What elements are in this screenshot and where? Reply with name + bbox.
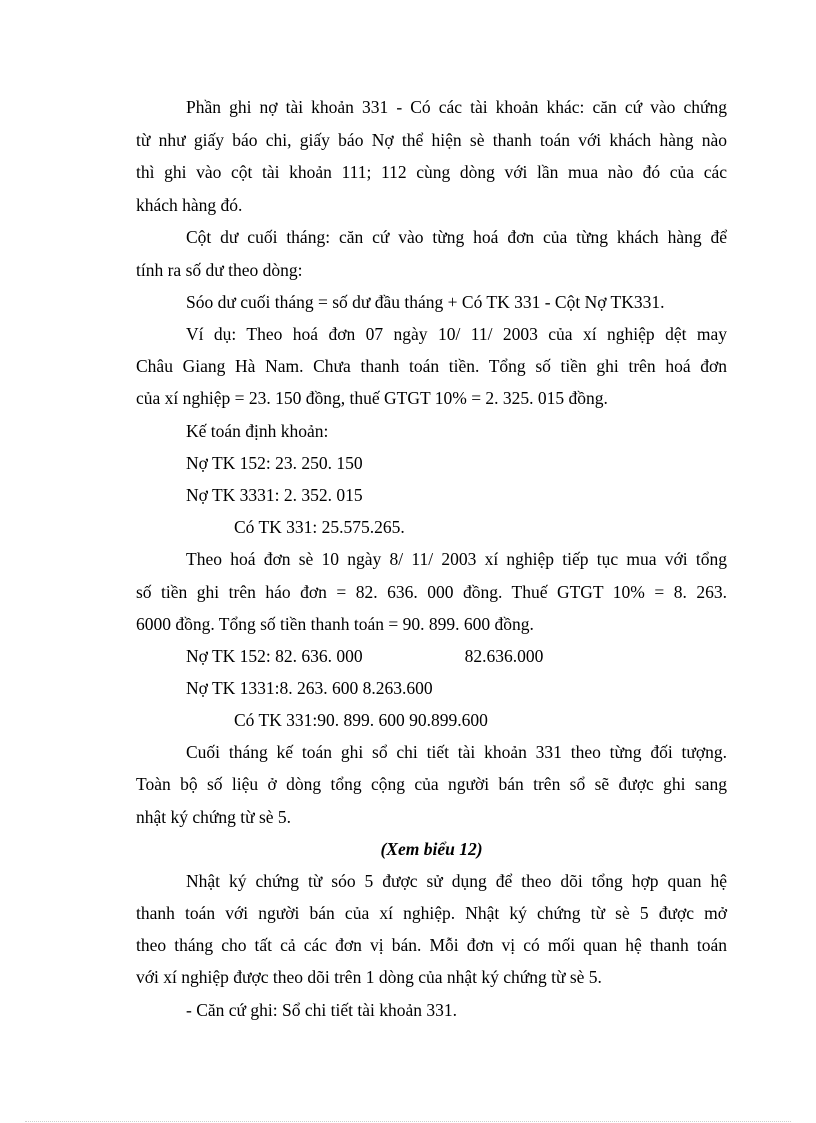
- list-item: - Căn cứ ghi: Sổ chi tiết tài khoản 331.: [186, 1000, 457, 1020]
- paragraph-line: 6000 đồng. Tổng số tiền thanh toán = 90. 899. 600 đồng.: [136, 614, 534, 634]
- entry-debit: Nợ TK 1331:8. 263. 600 8.263.600: [186, 678, 433, 698]
- entry-credit: Có TK 331: 25.575.265.: [234, 517, 405, 537]
- entry-debit-text: Nợ TK 152: 82. 636. 000: [186, 646, 363, 666]
- paragraph-line: Cột dư cuối tháng: căn cứ vào từng hoá đơn của từng khách hàng để: [186, 227, 727, 247]
- paragraph-line: thanh toán với người bán của xí nghiệp. Nhật ký chứng từ sè 5 được mở: [136, 903, 727, 923]
- paragraph-line: Châu Giang Hà Nam. Chưa thanh toán tiền. Tổng số tiền ghi trên hoá đơn: [136, 356, 727, 376]
- paragraph-line: số tiền ghi trên háo đơn = 82. 636. 000 đồng. Thuế GTGT 10% = 8. 263.: [136, 582, 727, 602]
- entry-credit: Có TK 331:90. 899. 600 90.899.600: [234, 710, 488, 730]
- entry-heading: Kế toán định khoản:: [186, 421, 329, 441]
- page-bottom-border: [25, 1121, 791, 1122]
- table-reference: (Xem biểu 12): [380, 839, 483, 859]
- paragraph-line: Ví dụ: Theo hoá đơn 07 ngày 10/ 11/ 2003 của xí nghiệp dệt may: [186, 324, 727, 344]
- paragraph-line: từ như giấy báo chi, giấy báo Nợ thể hiện sè thanh toán với khách hàng nào: [136, 130, 727, 150]
- paragraph-line: thì ghi vào cột tài khoản 111; 112 cùng dòng với lần mua nào đó của các: [136, 162, 727, 182]
- entry-debit: Nợ TK 3331: 2. 352. 015: [186, 485, 363, 505]
- entry-debit: Nợ TK 152: 23. 250. 150: [186, 453, 363, 473]
- formula-line: Sóo dư cuối tháng = số dư đầu tháng + Có TK 331 - Cột Nợ TK331.: [186, 292, 665, 312]
- paragraph-line: Phần ghi nợ tài khoản 331 - Có các tài khoản khác: căn cứ vào chứng: [186, 97, 727, 117]
- paragraph-line: Cuối tháng kế toán ghi sổ chi tiết tài khoản 331 theo từng đối tượng.: [186, 742, 727, 762]
- paragraph-line: của xí nghiệp = 23. 150 đồng, thuế GTGT 10% = 2. 325. 015 đồng.: [136, 388, 608, 408]
- paragraph-line: Theo hoá đơn sè 10 ngày 8/ 11/ 2003 xí nghiệp tiếp tục mua với tổng: [186, 549, 727, 569]
- paragraph-line: Nhật ký chứng từ sóo 5 được sử dụng để theo dõi tổng hợp quan hệ: [186, 871, 727, 891]
- entry-debit: [186, 645, 727, 667]
- paragraph-line: với xí nghiệp được theo dõi trên 1 dòng của nhật ký chứng từ sè 5.: [136, 967, 602, 987]
- paragraph-line: khách hàng đó.: [136, 195, 243, 215]
- paragraph-line: Toàn bộ số liệu ở dòng tổng cộng của người bán trên sổ sẽ được ghi sang: [136, 774, 727, 794]
- entry-debit-amount: 82.636.000: [464, 646, 544, 666]
- paragraph-line: tính ra số dư theo dòng:: [136, 260, 303, 280]
- paragraph-line: nhật ký chứng từ sè 5.: [136, 807, 292, 827]
- paragraph-line: theo tháng cho tất cả các đơn vị bán. Mỗi đơn vị có mối quan hệ thanh toán: [136, 935, 727, 955]
